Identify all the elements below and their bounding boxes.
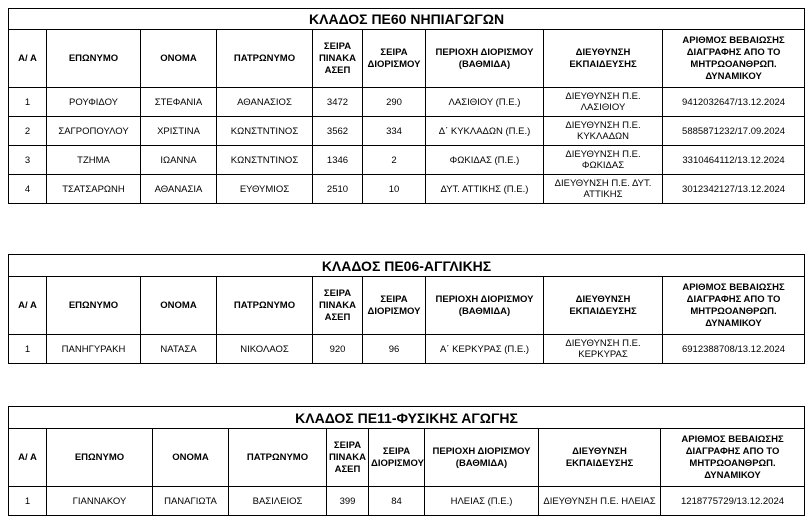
cell-name: ΧΡΙΣΤΙΝΑ (141, 117, 217, 146)
cell-appointment-area: ΦΩΚΙΔΑΣ (Π.Ε.) (426, 146, 544, 175)
cell-asep-rank: 3472 (313, 88, 363, 117)
cell-surname: ΠΑΝΗΓΥΡΑΚΗ (47, 335, 141, 364)
header-appointment-area: ΠΕΡΙΟΧΗ ΔΙΟΡΙΣΜΟΥ (ΒΑΘΜΙΔΑ) (425, 429, 539, 487)
cell-aa: 1 (9, 335, 47, 364)
cell-education-directorate: ΔΙΕΥΘΥΝΣΗ Π.Ε. ΚΕΡΚΥΡΑΣ (544, 335, 663, 364)
cell-fathers-name: ΝΙΚΟΛΑΟΣ (217, 335, 313, 364)
cell-education-directorate: ΔΙΕΥΘΥΝΣΗ Π.Ε. ΗΛΕΙΑΣ (539, 487, 661, 516)
cell-surname: ΡΟΥΦΙΔΟΥ (47, 88, 141, 117)
table-row (9, 335, 805, 364)
header-certificate-number: ΑΡΙΘΜΟΣ ΒΕΒΑΙΩΣΗΣ ΔΙΑΓΡΑΦΗΣ ΑΠΟ ΤΟ ΜΗΤΡΩΟΑΝΘΡΩΠ. ΔΥΝΑΜΙΚΟΥ (663, 277, 805, 335)
cell-surname: ΣΑΓΡΟΠΟΥΛΟΥ (47, 117, 141, 146)
header-certificate-number: ΑΡΙΘΜΟΣ ΒΕΒΑΙΩΣΗΣ ΔΙΑΓΡΑΦΗΣ ΑΠΟ ΤΟ ΜΗΤΡΩΟΑΝΘΡΩΠ. ΔΥΝΑΜΙΚΟΥ (663, 30, 805, 88)
header-fathers-name: ΠΑΤΡΩΝΥΜΟ (217, 277, 313, 335)
cell-surname: ΓΙΑΝΝΑΚΟΥ (47, 487, 153, 516)
cell-fathers-name: ΕΥΘΥΜΙΟΣ (217, 175, 313, 204)
header-education-directorate: ΔΙΕΥΘΥΝΣΗ ΕΚΠΑΙΔΕΥΣΗΣ (544, 30, 663, 88)
header-aa: Α/ Α (9, 30, 47, 88)
cell-appointment-rank: 84 (369, 487, 425, 516)
cell-surname: ΤΖΗΜΑ (47, 146, 141, 175)
header-name: ΟΝΟΜΑ (141, 30, 217, 88)
section-table (8, 8, 805, 204)
cell-aa: 1 (9, 88, 47, 117)
section-table (8, 254, 805, 364)
cell-fathers-name: ΚΩΝΣΤΝΤΙΝΟΣ (217, 146, 313, 175)
header-surname: ΕΠΩΝΥΜΟ (47, 277, 141, 335)
header-education-directorate: ΔΙΕΥΘΥΝΣΗ ΕΚΠΑΙΔΕΥΣΗΣ (539, 429, 661, 487)
table-row (9, 487, 805, 516)
header-certificate-number: ΑΡΙΘΜΟΣ ΒΕΒΑΙΩΣΗΣ ΔΙΑΓΡΑΦΗΣ ΑΠΟ ΤΟ ΜΗΤΡΩΟΑΝΘΡΩΠ. ΔΥΝΑΜΙΚΟΥ (661, 429, 805, 487)
header-surname: ΕΠΩΝΥΜΟ (47, 429, 153, 487)
header-name: ΟΝΟΜΑ (153, 429, 229, 487)
cell-surname: ΤΣΑΤΣΑΡΩΝΗ (47, 175, 141, 204)
cell-fathers-name: ΚΩΝΣΤΝΤΙΝΟΣ (217, 117, 313, 146)
header-fathers-name: ΠΑΤΡΩΝΥΜΟ (217, 30, 313, 88)
cell-certificate-number: 9412032647/13.12.2024 (663, 88, 805, 117)
cell-appointment-area: ΛΑΣΙΘΙΟΥ (Π.Ε.) (426, 88, 544, 117)
cell-asep-rank: 1346 (313, 146, 363, 175)
cell-asep-rank: 399 (327, 487, 369, 516)
section-title: ΚΛΑΔΟΣ ΠΕ11-ΦΥΣΙΚΗΣ ΑΓΩΓΗΣ (9, 407, 805, 429)
cell-appointment-rank: 2 (363, 146, 426, 175)
cell-appointment-rank: 290 (363, 88, 426, 117)
header-name: ΟΝΟΜΑ (141, 277, 217, 335)
header-asep-rank: ΣΕΙΡΑ ΠΙΝΑΚΑ ΑΣΕΠ (327, 429, 369, 487)
cell-name: ΙΩΑΝΝΑ (141, 146, 217, 175)
header-asep-rank: ΣΕΙΡΑ ΠΙΝΑΚΑ ΑΣΕΠ (313, 30, 363, 88)
section-title: ΚΛΑΔΟΣ ΠΕ60 ΝΗΠΙΑΓΩΓΩΝ (9, 9, 805, 30)
cell-asep-rank: 2510 (313, 175, 363, 204)
cell-appointment-area: ΔΥΤ. ΑΤΤΙΚΗΣ (Π.Ε.) (426, 175, 544, 204)
cell-education-directorate: ΔΙΕΥΘΥΝΣΗ Π.Ε. ΦΩΚΙΔΑΣ (544, 146, 663, 175)
table-row (9, 88, 805, 117)
cell-education-directorate: ΔΙΕΥΘΥΝΣΗ Π.Ε. ΚΥΚΛΑΔΩΝ (544, 117, 663, 146)
cell-aa: 2 (9, 117, 47, 146)
header-appointment-rank: ΣΕΙΡΑ ΔΙΟΡΙΣΜΟΥ (363, 30, 426, 88)
cell-aa: 3 (9, 146, 47, 175)
cell-name: ΑΘΑΝΑΣΙΑ (141, 175, 217, 204)
table-row (9, 117, 805, 146)
header-appointment-area: ΠΕΡΙΟΧΗ ΔΙΟΡΙΣΜΟΥ (ΒΑΘΜΙΔΑ) (426, 277, 544, 335)
cell-certificate-number: 1218775729/13.12.2024 (661, 487, 805, 516)
cell-certificate-number: 6912388708/13.12.2024 (663, 335, 805, 364)
cell-fathers-name: ΒΑΣΙΛΕΙΟΣ (229, 487, 327, 516)
table-row (9, 146, 805, 175)
cell-appointment-rank: 96 (363, 335, 426, 364)
cell-name: ΠΑΝΑΓΙΩΤΑ (153, 487, 229, 516)
cell-asep-rank: 3562 (313, 117, 363, 146)
cell-aa: 1 (9, 487, 47, 516)
cell-appointment-area: Δ΄ ΚΥΚΛΑΔΩΝ (Π.Ε.) (426, 117, 544, 146)
table-row (9, 175, 805, 204)
cell-education-directorate: ΔΙΕΥΘΥΝΣΗ Π.Ε. ΛΑΣΙΘΙΟΥ (544, 88, 663, 117)
cell-asep-rank: 920 (313, 335, 363, 364)
header-appointment-rank: ΣΕΙΡΑ ΔΙΟΡΙΣΜΟΥ (369, 429, 425, 487)
cell-aa: 4 (9, 175, 47, 204)
header-asep-rank: ΣΕΙΡΑ ΠΙΝΑΚΑ ΑΣΕΠ (313, 277, 363, 335)
header-fathers-name: ΠΑΤΡΩΝΥΜΟ (229, 429, 327, 487)
header-appointment-area: ΠΕΡΙΟΧΗ ΔΙΟΡΙΣΜΟΥ (ΒΑΘΜΙΔΑ) (426, 30, 544, 88)
header-education-directorate: ΔΙΕΥΘΥΝΣΗ ΕΚΠΑΙΔΕΥΣΗΣ (544, 277, 663, 335)
cell-name: ΝΑΤΑΣΑ (141, 335, 217, 364)
section-title: ΚΛΑΔΟΣ ΠΕ06-ΑΓΓΛΙΚΗΣ (9, 255, 805, 277)
section-table (8, 406, 805, 516)
cell-appointment-area: ΗΛΕΙΑΣ (Π.Ε.) (425, 487, 539, 516)
header-aa: Α/ Α (9, 429, 47, 487)
cell-appointment-rank: 10 (363, 175, 426, 204)
header-aa: Α/ Α (9, 277, 47, 335)
cell-fathers-name: ΑΘΑΝΑΣΙΟΣ (217, 88, 313, 117)
cell-certificate-number: 3012342127/13.12.2024 (663, 175, 805, 204)
cell-certificate-number: 3310464112/13.12.2024 (663, 146, 805, 175)
cell-appointment-area: Α΄ ΚΕΡΚΥΡΑΣ (Π.Ε.) (426, 335, 544, 364)
cell-appointment-rank: 334 (363, 117, 426, 146)
cell-name: ΣΤΕΦΑΝΙΑ (141, 88, 217, 117)
cell-education-directorate: ΔΙΕΥΘΥΝΣΗ Π.Ε. ΔΥΤ. ΑΤΤΙΚΗΣ (544, 175, 663, 204)
header-appointment-rank: ΣΕΙΡΑ ΔΙΟΡΙΣΜΟΥ (363, 277, 426, 335)
cell-certificate-number: 5885871232/17.09.2024 (663, 117, 805, 146)
header-surname: ΕΠΩΝΥΜΟ (47, 30, 141, 88)
